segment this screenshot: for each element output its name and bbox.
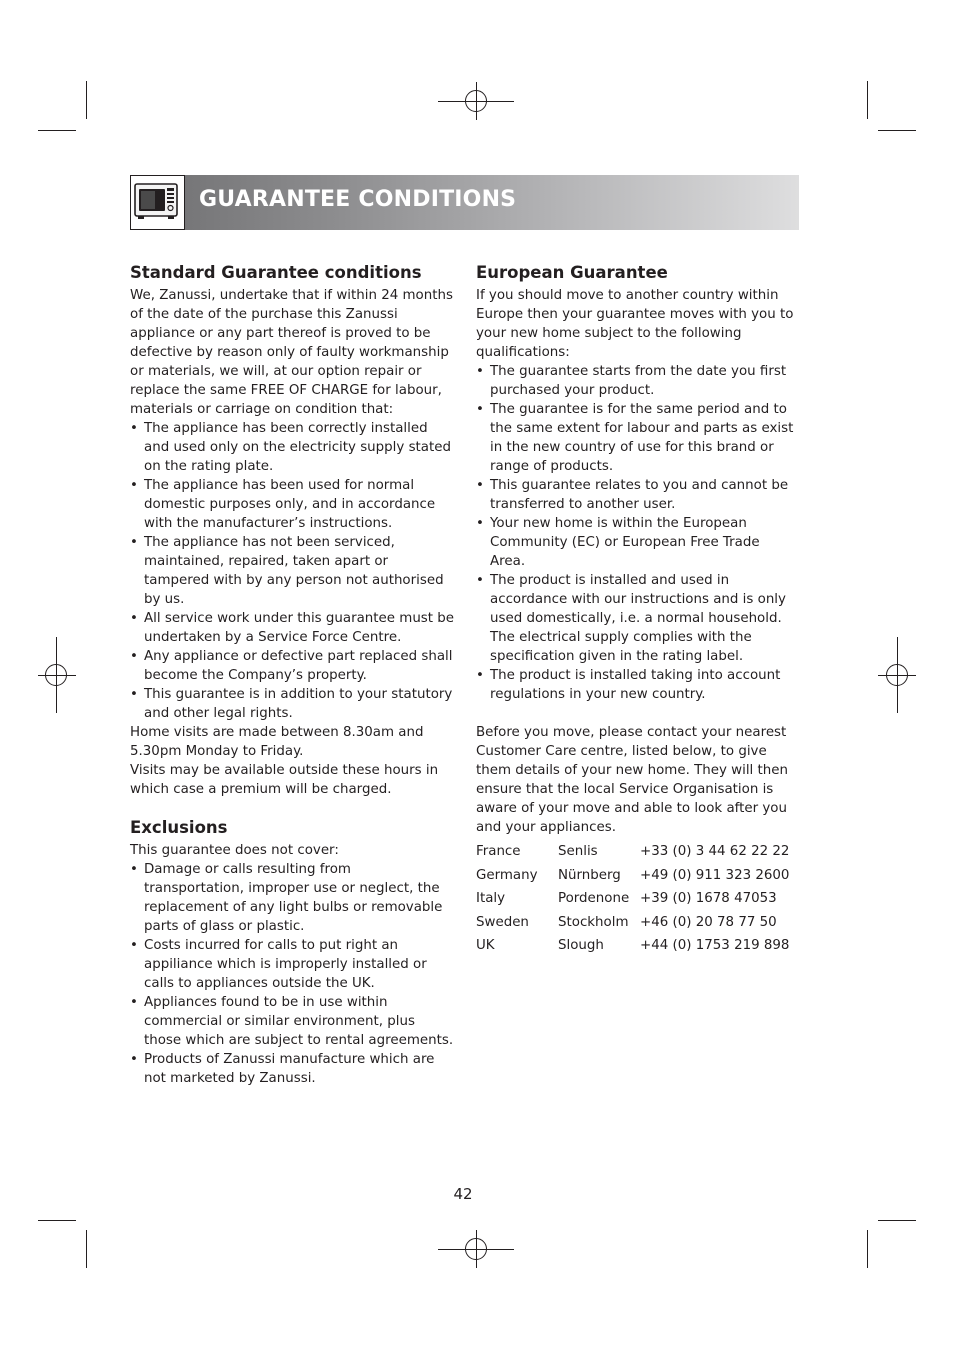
phone-cell: +33 (0) 3 44 62 22 22	[640, 844, 790, 859]
list-item: • Costs incurred for calls to put right an appiliance which is improperly installed or calls to appliances outside the UK.	[130, 936, 455, 993]
page-title: GUARANTEE CONDITIONS	[199, 187, 517, 212]
microwave-icon	[130, 175, 185, 230]
list-item: • All service work under this guarantee must be undertaken by a Service Force Centre.	[130, 609, 455, 647]
home-visits-text: Home visits are made between 8.30am and 5.30pm Monday to Friday.	[130, 725, 424, 759]
crop-mark	[867, 1230, 868, 1268]
table-row	[476, 866, 789, 890]
crop-mark	[38, 130, 76, 131]
city-cell: Nürnberg	[558, 867, 621, 883]
crop-mark	[867, 81, 868, 119]
european-guarantee-heading: European Guarantee	[476, 263, 668, 282]
customer-care-table	[476, 842, 789, 960]
country-cell: Sweden	[476, 914, 529, 930]
list-item: • The appliance has been used for normal domestic purposes only, and in accordance with the manufacturer’s instructions.	[130, 476, 455, 533]
crop-mark	[878, 130, 916, 131]
country-cell: France	[476, 844, 521, 859]
european-intro: If you should move to another country within Europe then your guarantee moves with you to your new home subject to the following qualifications:	[476, 288, 794, 360]
list-item	[476, 571, 796, 666]
exclusions-list	[130, 860, 455, 1088]
list-item: • Appliances found to be in use within commercial or similar environment, plus those which are subject to rental agreements.	[130, 993, 455, 1050]
crop-mark	[86, 1230, 87, 1268]
list-item-text: The product is installed and used in accordance with our instructions and is only used domestically, i.e. a normal household.	[490, 573, 786, 626]
city-cell: Slough	[558, 938, 604, 953]
table-row	[476, 889, 789, 913]
table-row	[476, 842, 789, 866]
list-item: • The appliance has been correctly installed and used only on the electricity supply stated on the rating plate.	[130, 419, 455, 476]
standard-guarantee-heading: Standard Guarantee conditions	[130, 263, 422, 282]
exclusions-intro: This guarantee does not cover:	[130, 843, 339, 858]
standard-conditions-list	[130, 419, 455, 723]
list-item: • The product is installed taking into account regulations in your new country.	[476, 666, 796, 704]
phone-cell: +44 (0) 1753 219 898	[640, 938, 790, 953]
phone-cell: +39 (0) 1678 47053	[640, 891, 777, 906]
list-item: • Any appliance or defective part replaced shall become the Company’s property.	[130, 647, 455, 685]
list-item: • This guarantee is in addition to your statutory and other legal rights.	[130, 685, 455, 723]
crop-mark	[86, 81, 87, 119]
list-item: • Damage or calls resulting from transportation, improper use or neglect, the replacement of any light bulbs or removable parts of glass or plastic.	[130, 860, 455, 936]
section-banner	[130, 175, 799, 230]
right-column	[476, 263, 796, 960]
city-cell: Pordenone	[558, 891, 630, 906]
table-row	[476, 913, 789, 937]
left-column	[130, 263, 455, 1088]
crop-mark	[878, 1220, 916, 1221]
table-row	[476, 936, 789, 960]
list-item: • Your new home is within the European Community (EC) or European Free Trade Area.	[476, 514, 796, 571]
page-number: 42	[453, 1185, 473, 1203]
list-item: • Products of Zanussi manufacture which are not marketed by Zanussi.	[130, 1050, 455, 1088]
standard-intro: We, Zanussi, undertake that if within 24 months of the date of the purchase this Zanussi appliance or any part thereof is proved to be defective by reason only of faulty workmanship or materials, we will, at our option repair or replace the same FREE OF CHARGE for labour, materials or carriage on condition that:	[130, 288, 453, 417]
country-cell: Italy	[476, 891, 506, 906]
country-cell: Germany	[476, 867, 538, 883]
list-item: • The guarantee is for the same period and to the same extent for labour and parts as exist in the new country of use for this brand or range of products.	[476, 400, 796, 476]
crop-mark	[38, 1220, 76, 1221]
list-item: • This guarantee relates to you and cannot be transferred to another user.	[476, 476, 796, 514]
city-cell: Senlis	[558, 844, 598, 859]
list-item: • The guarantee starts from the date you first purchased your product.	[476, 362, 796, 400]
list-item: • The appliance has not been serviced, maintained, repaired, taken apart or tampered with by any person not authorised by us.	[130, 533, 455, 609]
phone-cell: +46 (0) 20 78 77 50	[640, 914, 777, 930]
phone-cell: +49 (0) 911 323 2600	[640, 867, 790, 883]
exclusions-heading: Exclusions	[130, 818, 228, 837]
visits-outside-text: Visits may be available outside these hours in which case a premium will be charged.	[130, 763, 439, 797]
european-qualifications-list	[476, 362, 796, 704]
electrical-supply-note: The electrical supply complies with the specification given in the rating label.	[490, 630, 752, 664]
before-move-text: Before you move, please contact your nearest Customer Care centre, listed below, to give them details of your new home. They will then ensure that the local Service Organisation is aware of your move and able to look after you and your appliances.	[476, 725, 788, 835]
country-cell: UK	[476, 938, 495, 953]
city-cell: Stockholm	[558, 914, 629, 930]
